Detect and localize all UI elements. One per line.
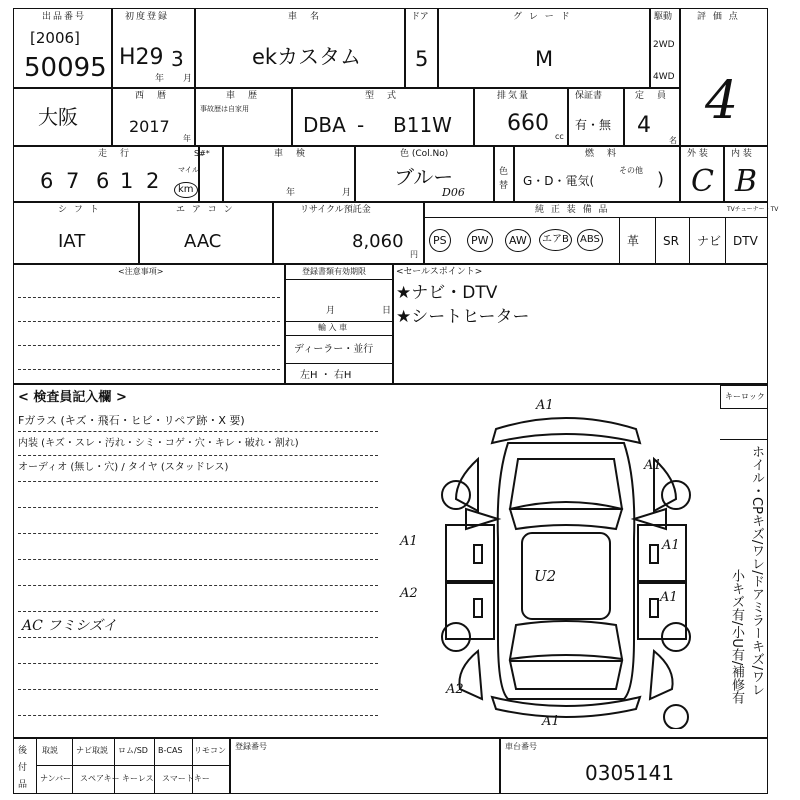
first-reg-era: H29 (119, 45, 164, 70)
accessory-item: スペアキー (80, 774, 120, 783)
color: ブルー (394, 165, 454, 189)
displacement-cell (474, 88, 568, 146)
side-condition-text-2: 小キズ有/小U有/補修有 (729, 569, 744, 705)
fuel-label: 燃 料 (585, 149, 619, 159)
damage-mark: A1 (536, 398, 554, 413)
shift-label: シ フ ト (58, 205, 101, 215)
recycle-cell (273, 202, 424, 264)
displacement: 660 (507, 111, 549, 136)
fuel-cell (514, 146, 680, 202)
sales-point: ★ナビ・DTV (396, 283, 498, 303)
car-diagram (426, 399, 706, 729)
type-prefix: DBA (303, 113, 346, 137)
shift-cell (13, 202, 139, 264)
color-label: 色 (Col.No) (400, 149, 449, 159)
interior-cell (724, 146, 768, 202)
aircon-label: エ ア コ ン (176, 205, 235, 215)
damage-mark: A1 (662, 538, 680, 553)
sales-point: ★シートヒーター (396, 307, 530, 327)
equipment-aw: AW (505, 229, 531, 252)
inspection-year: 年 (286, 188, 296, 198)
accessory-item: ナビ取説 (76, 746, 108, 755)
displacement-unit: cc (555, 132, 564, 141)
inspection-cell (223, 146, 355, 202)
accessory-item: ナンバー (40, 774, 72, 783)
caution-label: <注意事項> (118, 267, 164, 276)
tv-tuner-label: TVチューナー・TV (727, 206, 779, 213)
color-code: D06 (442, 186, 465, 199)
type-label: 型 式 (365, 91, 399, 101)
mileage-digit: 7 (66, 169, 80, 193)
accessory-item: 取説 (42, 746, 58, 755)
seats: 4 (637, 113, 651, 138)
equipment-cell (424, 202, 779, 264)
doors: 5 (415, 47, 429, 71)
equipment-abs: ABS (577, 229, 603, 251)
reg-day: 日 (382, 306, 392, 316)
mileage-digit: 2 (146, 169, 160, 193)
color-change-label: 色替 (499, 167, 509, 192)
color-cell (355, 146, 494, 202)
accessories-cell (13, 738, 230, 794)
history-cell (195, 88, 292, 146)
keylock-cell (720, 385, 768, 409)
history-label: 車 歴 (226, 91, 260, 101)
caution-cell (13, 264, 285, 384)
region-cell (13, 88, 112, 146)
mileage-digit: 6 (96, 169, 110, 193)
interior-label: 内 装 (731, 149, 752, 159)
aircon-cell (139, 202, 273, 264)
mileage-unit-mile: マイル (178, 166, 199, 174)
lot-number: 50095 (24, 53, 107, 83)
model-year-unit: 年 (183, 134, 191, 143)
sales-label: <セールスポイント> (396, 267, 483, 277)
displacement-label: 排気量 (497, 91, 531, 101)
damage-mark: U2 (534, 567, 557, 585)
inspector-title: < 検査員記入欄 > (18, 390, 127, 405)
mileage-label: 走 行 (98, 149, 132, 159)
keylock-label: キーロック (725, 392, 765, 401)
drive-4wd: 4WD (653, 72, 675, 82)
sales-point-cell (393, 264, 768, 384)
model-year-label: 西 暦 (135, 91, 169, 101)
seats-unit: 名 (669, 136, 677, 145)
mileage-unit-km: km (174, 179, 198, 198)
inspector-handwritten-note: AC フミシズイ (22, 618, 117, 634)
reg-number-label: 登録番号 (235, 742, 267, 751)
score: 4 (705, 71, 739, 131)
equipment-ps: PS (429, 229, 451, 252)
inspector-line: 内装 (キズ・スレ・汚れ・シミ・コゲ・穴・キレ・破れ・割れ) (18, 438, 299, 449)
equipment-dtv: DTV (733, 234, 758, 248)
drive-cell (650, 8, 680, 88)
inspector-line: Fガラス (キズ・飛石・ヒビ・リペア跡・X 要) (18, 414, 245, 427)
model-name: ekカスタム (252, 45, 362, 69)
mileage-digit: 6 (40, 169, 54, 193)
accessory-item: リモコン (194, 746, 226, 755)
mileage-digit: 1 (120, 169, 134, 193)
model-name-label: 車 名 (288, 12, 322, 22)
damage-mark: A1 (542, 714, 560, 729)
handle-side: 左H ・ 右H (300, 370, 352, 381)
import-type: ディーラー・並行 (294, 344, 374, 355)
type-cell (292, 88, 474, 146)
month-unit: 月 (183, 74, 193, 84)
damage-mark: A2 (400, 586, 418, 601)
fuel-close: ) (657, 169, 665, 190)
damage-mark: A1 (644, 458, 662, 473)
fuel-other: その他 (619, 166, 643, 175)
seats-cell (624, 88, 680, 146)
aircon: AAC (184, 231, 222, 252)
lot-number-cell (13, 8, 112, 88)
equipment-sunroof: SR (663, 234, 679, 248)
exterior-label: 外 装 (687, 149, 708, 159)
first-reg-month: 3 (171, 47, 184, 71)
accessory-item: ロム/SD (118, 746, 148, 755)
seats-label: 定 員 (635, 91, 669, 101)
after-label: 後付品 (18, 746, 28, 791)
inspector-line: オーディオ (無し・穴) / タイヤ (スタッドレス) (18, 462, 229, 473)
drive-2wd: 2WD (653, 40, 675, 50)
reg-month: 月 (326, 306, 336, 316)
inspection-label: 車 検 (274, 149, 308, 159)
sharp-cell (194, 146, 223, 202)
damage-mark: A1 (660, 590, 678, 605)
warranty-label: 保証書 (575, 91, 603, 101)
equipment-leather: 革 (627, 234, 640, 248)
lot-number-label: 出品番号 (42, 12, 87, 22)
type-code: B11W (393, 113, 452, 137)
first-registration-cell (112, 8, 195, 88)
drive-label: 駆動 (654, 12, 673, 22)
accessory-item: B-CAS (158, 746, 183, 755)
damage-mark: A2 (446, 682, 464, 697)
history-note: 事故歴は自家用 (200, 105, 249, 113)
type-dash: - (357, 113, 365, 137)
inspector-area (13, 384, 768, 738)
grade-cell (438, 8, 650, 88)
shift: IAT (58, 231, 86, 252)
year-unit: 年 (155, 74, 165, 84)
score-label: 評 価 点 (697, 12, 740, 22)
exterior-cell (680, 146, 724, 202)
recycle-unit: 円 (410, 250, 418, 259)
recycle-fee: 8,060 (352, 231, 404, 252)
recycle-label: リサイクル預託金 (300, 205, 371, 215)
color-change-cell (494, 146, 514, 202)
doors-label: ドア (411, 12, 429, 22)
mileage-cell (13, 146, 199, 202)
fuel-options: G・D・電気( (523, 174, 595, 188)
equipment-pw: PW (467, 229, 493, 252)
registration-number-cell (230, 738, 500, 794)
equipment-label: 純 正 装 備 品 (535, 205, 610, 215)
score-cell (680, 8, 768, 146)
lot-year: [2006] (30, 29, 80, 47)
equipment-airbag: エアB (539, 229, 572, 251)
chassis-number: 0305141 (585, 761, 675, 785)
equipment-navi: ナビ (697, 234, 722, 248)
grade: M (535, 47, 554, 71)
grade-label: グ レ ー ド (513, 12, 572, 22)
warranty: 有・無 (575, 118, 612, 132)
import-label: 輸 入 車 (318, 323, 348, 332)
model-year: 2017 (129, 117, 170, 136)
inspection-month: 月 (342, 188, 352, 198)
sharp-label: S#* (194, 149, 210, 158)
region: 大阪 (38, 105, 78, 129)
interior-grade: B (735, 164, 758, 199)
side-condition-text: ホイル・CPキズ/ワレ/ドアミラーキズ/ワレ (749, 445, 764, 697)
model-name-cell (195, 8, 405, 88)
damage-mark: A1 (400, 534, 418, 549)
accessory-item: キーレス (122, 774, 154, 783)
exterior-grade: C (691, 164, 714, 199)
registration-doc-cell (285, 264, 393, 384)
accessory-item: スマートキー (162, 774, 210, 783)
model-year-cell (112, 88, 195, 146)
warranty-cell (568, 88, 624, 146)
chassis-label: 車台番号 (505, 742, 537, 751)
chassis-number-cell (500, 738, 768, 794)
first-reg-label: 初度登録 (125, 12, 170, 22)
reg-doc-label: 登録書類有効期限 (302, 267, 366, 276)
doors-cell (405, 8, 438, 88)
